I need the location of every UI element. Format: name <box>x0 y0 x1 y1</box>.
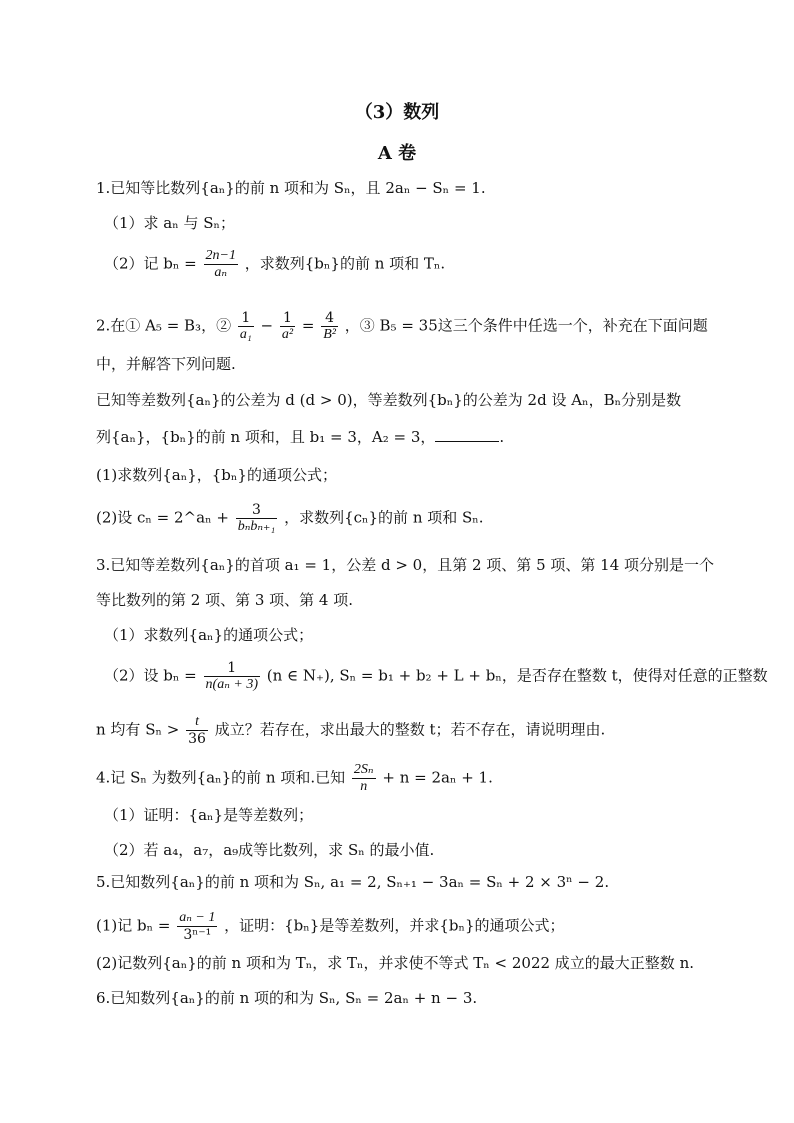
q3-fraction-den: n(aₙ + 3) <box>205 677 258 692</box>
q2-part2 <box>96 502 484 535</box>
q1-stem: 1.已知等比数列{aₙ}的前 n 项和为 Sₙ，且 2aₙ − Sₙ = 1. <box>96 179 486 197</box>
q1-part2 <box>104 248 445 281</box>
q2-frac3-den: B² <box>323 327 336 342</box>
q2-line1-post: ，③ B₅ = 35这三个条件中任选一个，补充在下面问题 <box>344 316 708 335</box>
q4-line1-pre: 4.记 Sₙ 为数列{aₙ}的前 n 项和.已知 <box>96 768 346 787</box>
q2-part2-frac-num: 3 <box>236 502 278 519</box>
section-title: A 卷 <box>377 143 417 164</box>
q4-part1: （1）证明：{aₙ}是等差数列； <box>104 806 314 824</box>
q3-line4 <box>96 714 605 747</box>
q2-eq: = <box>301 316 315 335</box>
q1-part2-pre: （2）记 bₙ = <box>104 254 197 273</box>
document-title: （3）数列 <box>354 102 440 123</box>
q5-part1-post: ，证明：{bₙ}是等差数列，并求{bₙ}的通项公式； <box>224 916 565 935</box>
q3-line1: 3.已知等差数列{aₙ}的首项 a₁ = 1，公差 d > 0，且第 2 项、第 5 项、第 14 项分别是一个 <box>96 556 715 574</box>
q1-fraction-den: aₙ <box>214 265 228 280</box>
q3-part1: （1）求数列{aₙ}的通项公式； <box>104 626 314 644</box>
q3-part2-post: (n ∈ N₊), Sₙ = b₁ + b₂ + L + bₙ，是否存在整数 t，使得对任意的正整数 <box>266 666 768 685</box>
q1-part2-post: ，求数列{bₙ}的前 n 项和 Tₙ. <box>244 254 446 273</box>
q5-part2: (2)记数列{aₙ}的前 n 项和为 Tₙ，求 Tₙ，并求使不等式 Tₙ < 2022 成立的最大正整数 n. <box>96 954 694 972</box>
q2-frac3-num: 4 <box>321 310 338 327</box>
q2-frac1-num: 1 <box>238 310 254 327</box>
q2-line4 <box>96 427 504 447</box>
q1-part1: （1）求 aₙ 与 Sₙ； <box>104 214 236 232</box>
q2-part2-fraction <box>236 502 278 535</box>
q2-frac1 <box>238 310 254 343</box>
q3-line2: 等比数列的第 2 项、第 3 项、第 4 项. <box>96 591 354 609</box>
q6-line1: 6.已知数列{aₙ}的前 n 项的和为 Sₙ, Sₙ = 2aₙ + n − 3. <box>96 989 478 1007</box>
q4-part2: （2）若 a₄，a₇，a₉成等比数列，求 Sₙ 的最小值. <box>104 841 435 859</box>
q4-fraction-den: n <box>360 779 368 794</box>
q5-fraction-den: 3ⁿ⁻¹ <box>183 927 212 943</box>
q2-line3: 已知等差数列{aₙ}的公差为 d (d > 0)，等差数列{bₙ}的公差为 2d 设 Aₙ，Bₙ分别是数 <box>96 391 682 409</box>
q3-line4-frac-den: 36 <box>188 731 206 747</box>
q3-line4-frac-num: t <box>186 714 208 731</box>
q1-fraction <box>204 248 238 281</box>
q2-minus: − <box>260 316 274 335</box>
q2-frac3 <box>321 310 338 343</box>
q2-part2-frac-den: bₙbₙ₊₁ <box>237 519 276 534</box>
q5-fraction-num: aₙ − 1 <box>179 910 216 925</box>
q2-frac1-den: a₁ <box>239 327 252 342</box>
answer-blank <box>435 427 499 442</box>
q2-part2-pre: (2)设 cₙ = 2^aₙ + <box>96 508 229 527</box>
q2-frac2 <box>280 310 295 343</box>
q3-fraction <box>204 660 260 693</box>
q4-line1 <box>96 762 493 795</box>
q1-fraction-num: 2n−1 <box>205 248 236 263</box>
q2-line1-pre: 2.在① A₅ = B₃，② <box>96 316 232 335</box>
q3-line4-post: 成立？若存在，求出最大的整数 t；若不存在，请说明理由. <box>214 720 606 739</box>
q5-part1 <box>96 910 565 943</box>
q2-line4-post: . <box>499 428 505 446</box>
q5-line1: 5.已知数列{aₙ}的前 n 项和为 Sₙ, a₁ = 2, Sₙ₊₁ − 3aₙ = Sₙ + 2 × 3ⁿ − 2. <box>96 873 610 891</box>
q4-fraction-num: 2Sₙ <box>353 762 374 777</box>
q2-frac2-num: 1 <box>280 310 295 327</box>
q3-fraction-num: 1 <box>204 660 260 677</box>
q2-frac2-den: a² <box>281 327 294 342</box>
q5-fraction <box>177 910 217 943</box>
q4-line1-post: + n = 2aₙ + 1. <box>382 768 493 787</box>
q3-part2 <box>104 660 768 693</box>
q3-line4-pre: n 均有 Sₙ > <box>96 720 180 739</box>
q2-part2-post: ，求数列{cₙ}的前 n 项和 Sₙ. <box>284 508 484 527</box>
q2-line2: 中，并解答下列问题. <box>96 355 236 373</box>
q4-fraction <box>352 762 376 795</box>
q3-line4-fraction <box>186 714 208 747</box>
q3-part2-pre: （2）设 bₙ = <box>104 666 197 685</box>
q2-line4-pre: 列{aₙ}，{bₙ}的前 n 项和，且 b₁ = 3，A₂ = 3， <box>96 428 436 446</box>
q2-part1: (1)求数列{aₙ}，{bₙ}的通项公式； <box>96 466 337 484</box>
q2-line1 <box>96 310 708 343</box>
q5-part1-pre: (1)记 bₙ = <box>96 916 171 935</box>
